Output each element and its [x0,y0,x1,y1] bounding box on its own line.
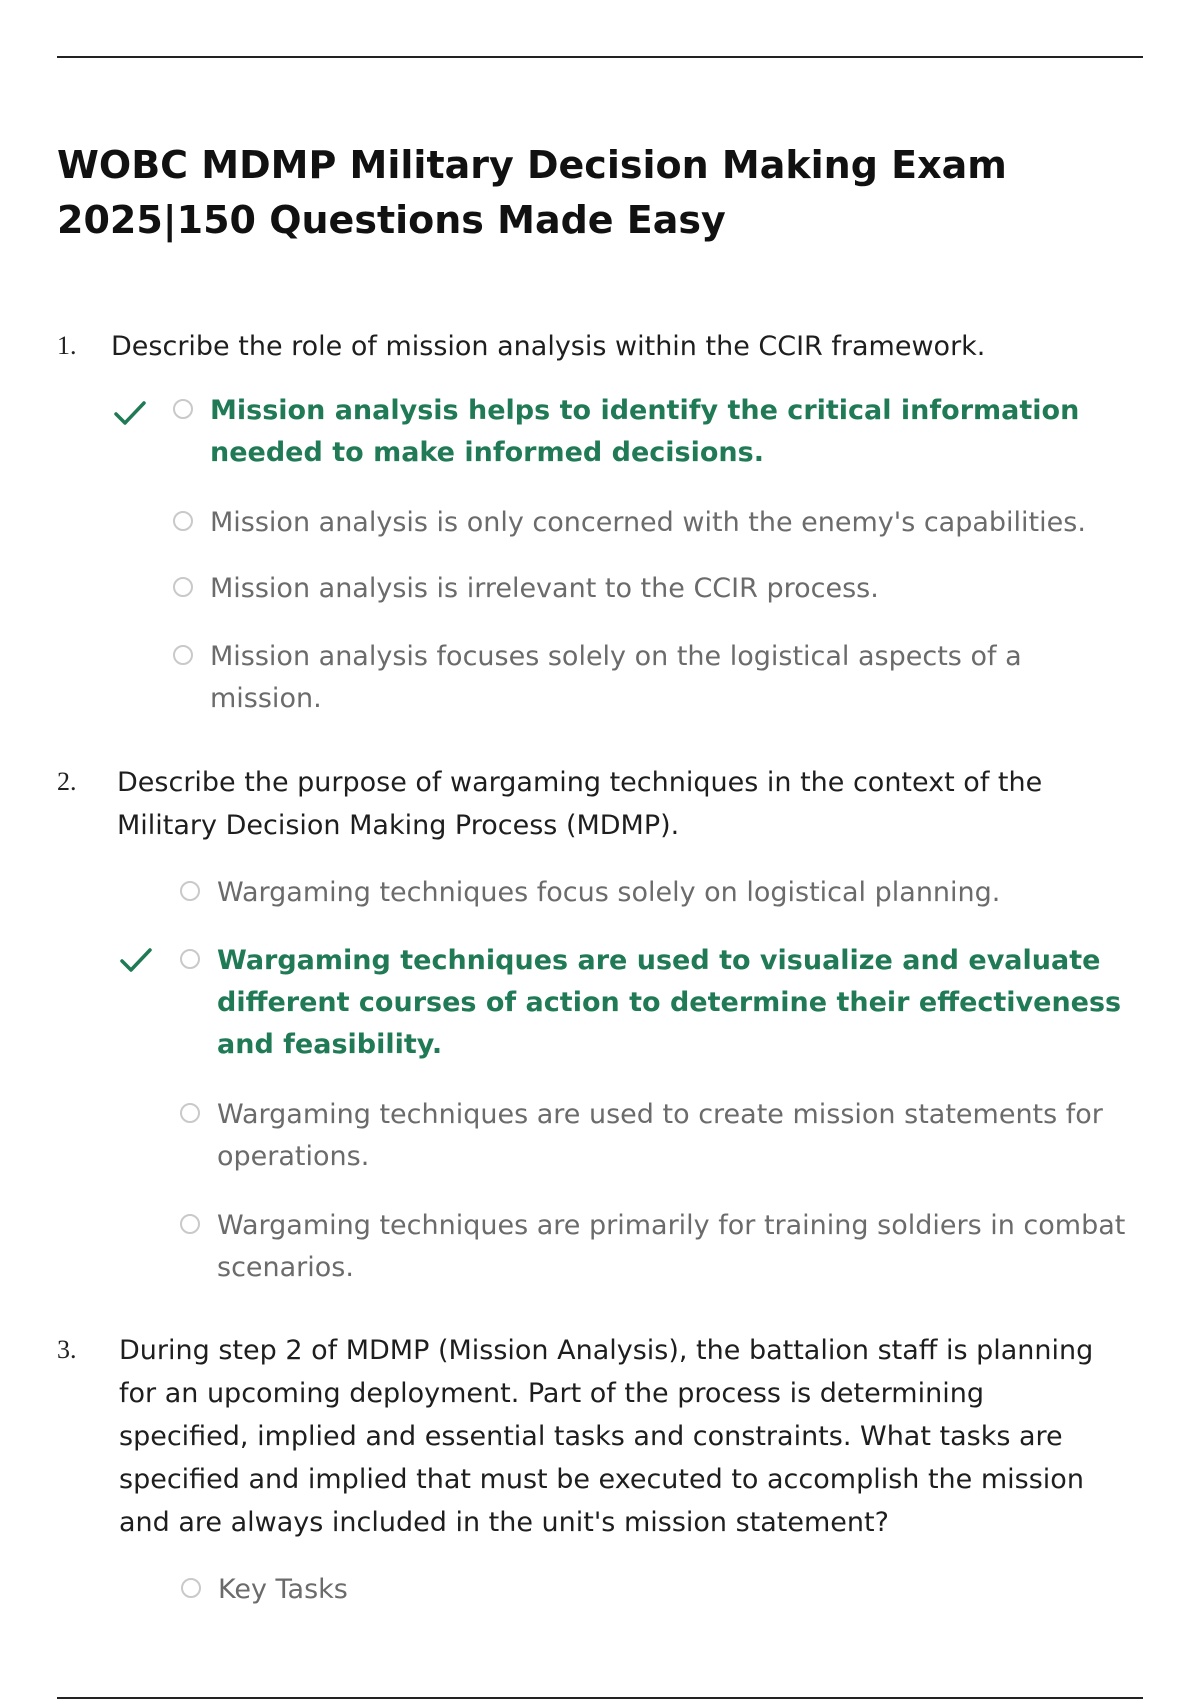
option-text: Mission analysis is irrelevant to the CCIR process. [210,573,879,604]
question-text: Describe the role of mission analysis within the CCIR framework. [111,331,986,362]
answer-option[interactable] [173,636,1148,726]
question-3 [57,1329,1147,1549]
answer-option[interactable] [180,872,1148,917]
question-number: 2. [57,767,77,796]
option-text: Wargaming techniques focus solely on logistical planning. [217,877,1001,908]
answer-option[interactable] [173,390,1148,480]
option-text: Wargaming techniques are used to create mission statements for operations. [217,1099,1103,1172]
answer-option[interactable] [173,502,1148,547]
answer-option[interactable] [180,940,1148,1070]
radio-button[interactable] [180,1214,200,1234]
radio-button[interactable] [173,645,193,665]
answer-option[interactable] [181,1569,581,1614]
document-title: WOBC MDMP Military Decision Making Exam 2025|150 Questions Made Easy [57,143,1007,242]
checkmark-icon [112,395,148,431]
question-2 [57,761,1147,851]
option-text: Mission analysis focuses solely on the logistical aspects of a mission. [210,641,1022,714]
radio-button[interactable] [180,881,200,901]
radio-button[interactable] [181,1578,201,1598]
option-text: Wargaming techniques are primarily for training soldiers in combat scenarios. [217,1210,1126,1283]
question-number: 1. [57,331,77,360]
radio-button[interactable] [173,577,193,597]
footer-rule [57,1697,1143,1699]
option-text-correct: Wargaming techniques are used to visualize and evaluate different courses of action to determine their effectiveness and feasibility. [217,945,1122,1060]
radio-button[interactable] [173,511,193,531]
answer-option[interactable] [180,1205,1148,1295]
question-text: During step 2 of MDMP (Mission Analysis), the battalion staff is planning for an upcoming deployment. Part of the process is determining specified, implied and essential tasks and constraints. What tasks are specified and implied that must be executed to accomplish the mission and are always included in the unit's mission statement? [119,1335,1094,1538]
answer-option[interactable] [173,568,1148,613]
checkmark-icon [118,942,154,978]
answer-option[interactable] [180,1094,1148,1184]
option-text: Key Tasks [218,1574,348,1605]
question-number: 3. [57,1335,77,1364]
header-rule [57,56,1143,58]
option-text: Mission analysis is only concerned with the enemy's capabilities. [210,507,1086,538]
option-text-correct: Mission analysis helps to identify the critical information needed to make informed decisions. [210,395,1080,468]
question-text: Describe the purpose of wargaming techniques in the context of the Military Decision Making Process (MDMP). [117,767,1043,841]
radio-button[interactable] [180,1103,200,1123]
radio-button[interactable] [173,399,193,419]
radio-button[interactable] [180,949,200,969]
